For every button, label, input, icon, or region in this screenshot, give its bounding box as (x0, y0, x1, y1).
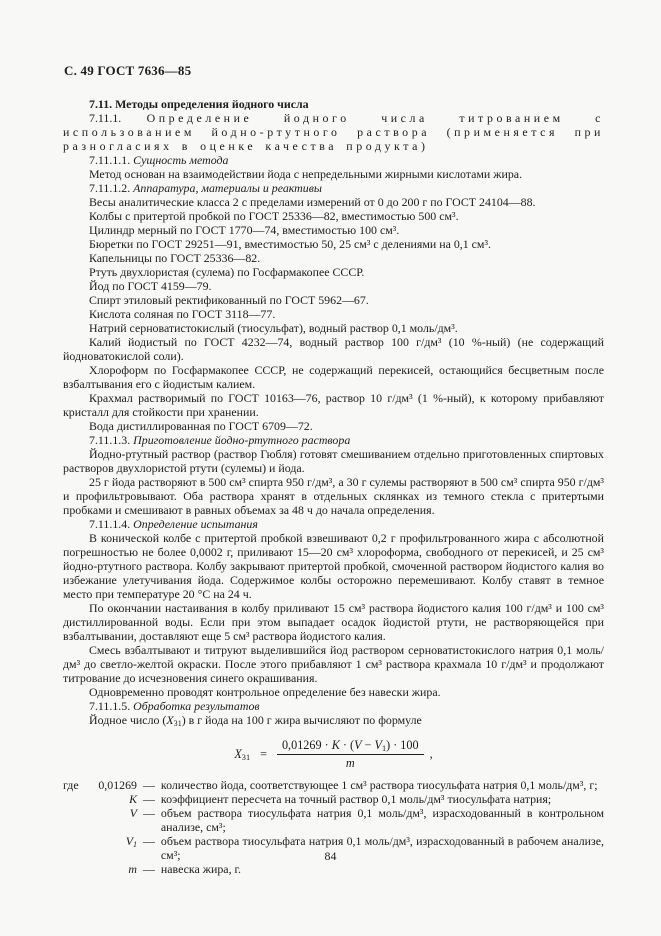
where-definition: навеска жира, г. (160, 862, 242, 876)
where-dash: — (143, 834, 155, 848)
paragraph (63, 307, 604, 321)
paragraph (63, 685, 604, 699)
where-intro: где (63, 778, 79, 792)
paragraph (63, 335, 604, 363)
where-item (63, 792, 604, 806)
paragraph-text: Смесь взбалтывают и титруют выделившийся йод раствором серноватистокислого натрия 0,1 моль/дм³ до светло-желтой окраски. После этого прибавляют 1 см³ раствора крахмала 10 г/дм³ и продолжают титрование до исчезновения синего окрашивания. (63, 643, 604, 685)
where-dash: — (143, 792, 155, 806)
paragraph (63, 237, 604, 251)
section-number: 7.11. (89, 97, 116, 111)
paragraph (63, 447, 604, 475)
where-dash: — (143, 806, 155, 820)
formula-variable: V (374, 738, 382, 752)
paragraph-text: Крахмал растворимый по ГОСТ 10163—76, раствор 10 г/дм³ (1 %-ный), к которому прибавляют кристалл для стойкости при хранении. (63, 391, 604, 419)
formula-operator: · ( (339, 738, 355, 752)
where-term: m (128, 862, 137, 876)
formula-fraction (277, 738, 424, 770)
section-heading (63, 97, 604, 111)
paragraph-text: Хлороформ по Госфармакопее СССР, не содержащий перекисей, остающийся бесцветным после взбалтывания его с йодистым калием. (63, 363, 604, 391)
paragraph (63, 531, 604, 601)
paragraph (63, 391, 604, 419)
formula-intro-sub: 31 (173, 719, 182, 729)
paragraph (63, 475, 604, 517)
paragraph (63, 419, 604, 433)
paragraph-text: Йод по ГОСТ 4159—79. (89, 279, 212, 293)
where-item (63, 862, 604, 876)
formula-intro-pre: Йодное число ( (89, 713, 167, 727)
page-header: С. 49 ГОСТ 7636—85 (64, 63, 192, 78)
paragraph (63, 643, 604, 685)
where-definition: объем раствора тиосульфата натрия 0,1 моль/дм³, израсходованный в рабочем анализе, см³; (160, 834, 604, 862)
where-dash: — (143, 862, 155, 876)
paragraph-text: Определение йодного числа титрованием с использованием йодно-ртутного раствора (применяется при разногласиях в оценке качества продукта) (63, 111, 605, 153)
paragraph-list (63, 97, 604, 713)
formula-variable: K (331, 738, 340, 752)
paragraph-text: По окончании настаивания в колбу приливают 15 см³ раствора йодистого калия 100 г/дм³ и 100 см³ дистиллированной воды. Если при этом выпадает осадок йодистой ртути, не растворяющейся при взбалтывании, доставляют еще 5 см³ раствора йодистого калия. (63, 601, 604, 643)
section-number: 7.11.1. (89, 111, 147, 125)
formula-intro-paragraph (63, 713, 604, 727)
where-term: 0,01269 (98, 778, 137, 792)
section-heading (63, 111, 604, 153)
section-heading (63, 699, 604, 713)
paragraph-text: Одновременно проводят контрольное определение без навески жира. (89, 685, 441, 699)
paragraph-text: Вода дистиллированная по ГОСТ 6709—72. (89, 419, 313, 433)
formula-numerator (277, 738, 424, 754)
paragraph (63, 195, 604, 209)
paragraph-text: Аппаратура, материалы и реактивы (133, 181, 322, 195)
paragraph-text: Колбы с притертой пробкой по ГОСТ 25336—82, вместимостью 500 см³. (89, 209, 459, 223)
section-heading (63, 433, 604, 447)
section-number: 7.11.1.4. (89, 517, 134, 531)
paragraph-text: Цилиндр мерный по ГОСТ 1770—74, вместимостью 100 см³. (89, 223, 400, 237)
where-dash: — (143, 778, 155, 792)
formula-intro-var: X (166, 713, 174, 727)
paragraph-text: Калий йодистый по ГОСТ 4232—74, водный раствор 100 г/дм³ (10 %-ный) (не содержащий йодноватокислой соли). (63, 335, 604, 363)
formula-denominator: m (277, 754, 424, 770)
paragraph-text: Обработка результатов (133, 699, 260, 713)
paragraph-text: Приготовление йодно-ртутного раствора (133, 433, 351, 447)
paragraph-text: Методы определения йодного числа (115, 97, 309, 111)
section-number: 7.11.1.1. (89, 153, 134, 167)
paragraph (63, 279, 604, 293)
where-definition: объем раствора тиосульфата натрия 0,1 моль/дм³, израсходованный в контрольном анализе, см³; (160, 806, 604, 834)
paragraph (63, 293, 604, 307)
section-heading (63, 181, 604, 195)
formula-variable: V (354, 738, 362, 752)
formula-lhs (234, 747, 250, 761)
paragraph-text: Определение испытания (133, 517, 258, 531)
where-term: V (129, 806, 137, 820)
section-heading (63, 153, 604, 167)
where-definition: количество йода, соответствующее 1 см³ раствора тиосульфата натрия 0,1 моль/дм³, г; (160, 778, 598, 792)
formula-trailing-comma: , (429, 747, 433, 761)
paragraph (63, 363, 604, 391)
formula-lhs-sub: 31 (241, 753, 251, 763)
paragraph-text: Ртуть двухлористая (сулема) по Госфармакопее СССР. (89, 265, 365, 279)
where-item (63, 778, 604, 792)
paragraph (63, 251, 604, 265)
document-body (63, 97, 604, 876)
paragraph (63, 265, 604, 279)
formula-operator: − (361, 738, 375, 752)
formula-operator: ) · 100 (386, 738, 419, 752)
paragraph-text: Метод основан на взаимодействии йода с непредельными жирными кислотами жира. (89, 167, 523, 181)
paragraph-text: Бюретки по ГОСТ 29251—91, вместимостью 50, 25 см³ с делениями на 0,1 см³. (89, 237, 491, 251)
section-heading (63, 517, 604, 531)
section-number: 7.11.1.3. (89, 433, 134, 447)
section-number: 7.11.1.5. (89, 699, 134, 713)
where-definition: коэффициент пересчета на точный раствор 0,1 моль/дм³ тиосульфата натрия; (160, 792, 552, 806)
formula-operator: 0,01269 · (281, 738, 332, 752)
paragraph-text: Йодно-ртутный раствор (раствор Гюбля) готовят смешиванием отдельно приготовленных спиртовых растворов двухлористой ртути (сулемы) и йода. (63, 447, 604, 475)
paragraph (63, 209, 604, 223)
formula-equals: = (260, 747, 267, 761)
paragraph-text: В конической колбе с притертой пробкой взвешивают 0,2 г профильтрованного жира с абсолютной погрешностью не более 0,0002 г, приливают 15—20 см³ хлороформа, свободного от перекисей, и 25 см³ йодно-ртутного раствора. Колбу закрывают притертой пробкой, смоченной раствором йодистого калия во избежание улетучивания йода. Содержимое колбы осторожно перемешивают. Колбу ставят в темное место при температуре 20 °С на 24 ч. (63, 531, 604, 601)
paragraph-text: Сущность метода (133, 153, 229, 167)
paragraph-text: Спирт этиловый ректификованный по ГОСТ 5962—67. (89, 293, 369, 307)
paragraph (63, 223, 604, 237)
formula (63, 738, 604, 770)
where-term: K (129, 792, 137, 806)
paragraph-text: Весы аналитические класса 2 с пределами измерений от 0 до 200 г по ГОСТ 24104—88. (89, 195, 536, 209)
paragraph (63, 601, 604, 643)
paragraph (63, 167, 604, 181)
formula-intro-post: ) в г йода на 100 г жира вычисляют по формуле (181, 713, 422, 727)
paragraph-text: Капельницы по ГОСТ 25336—82. (89, 251, 261, 265)
page-number: 84 (324, 849, 337, 863)
where-item (63, 806, 604, 834)
section-number: 7.11.1.2. (89, 181, 134, 195)
formula-subscript: 1 (381, 744, 387, 754)
paragraph-text: 25 г йода растворяют в 500 см³ спирта 950 г/дм³, а 30 г сулемы растворяют в 500 см³ спирта 950 г/дм³ и профильтровывают. Оба раствора хранят в отдельных склянках из темного стекла с притертыми пробками и смешивают в равных объемах за 48 ч до начала определения. (63, 475, 604, 517)
paragraph-text: Кислота соляная по ГОСТ 3118—77. (89, 307, 276, 321)
formula-lhs-var: X (234, 747, 242, 761)
paragraph (63, 321, 604, 335)
where-term: $V_1$ (125, 834, 137, 850)
where-term-subscript: 1 (132, 840, 137, 850)
paragraph-text: Натрий серноватистокислый (тиосульфат), водный раствор 0,1 моль/дм³. (89, 321, 458, 335)
